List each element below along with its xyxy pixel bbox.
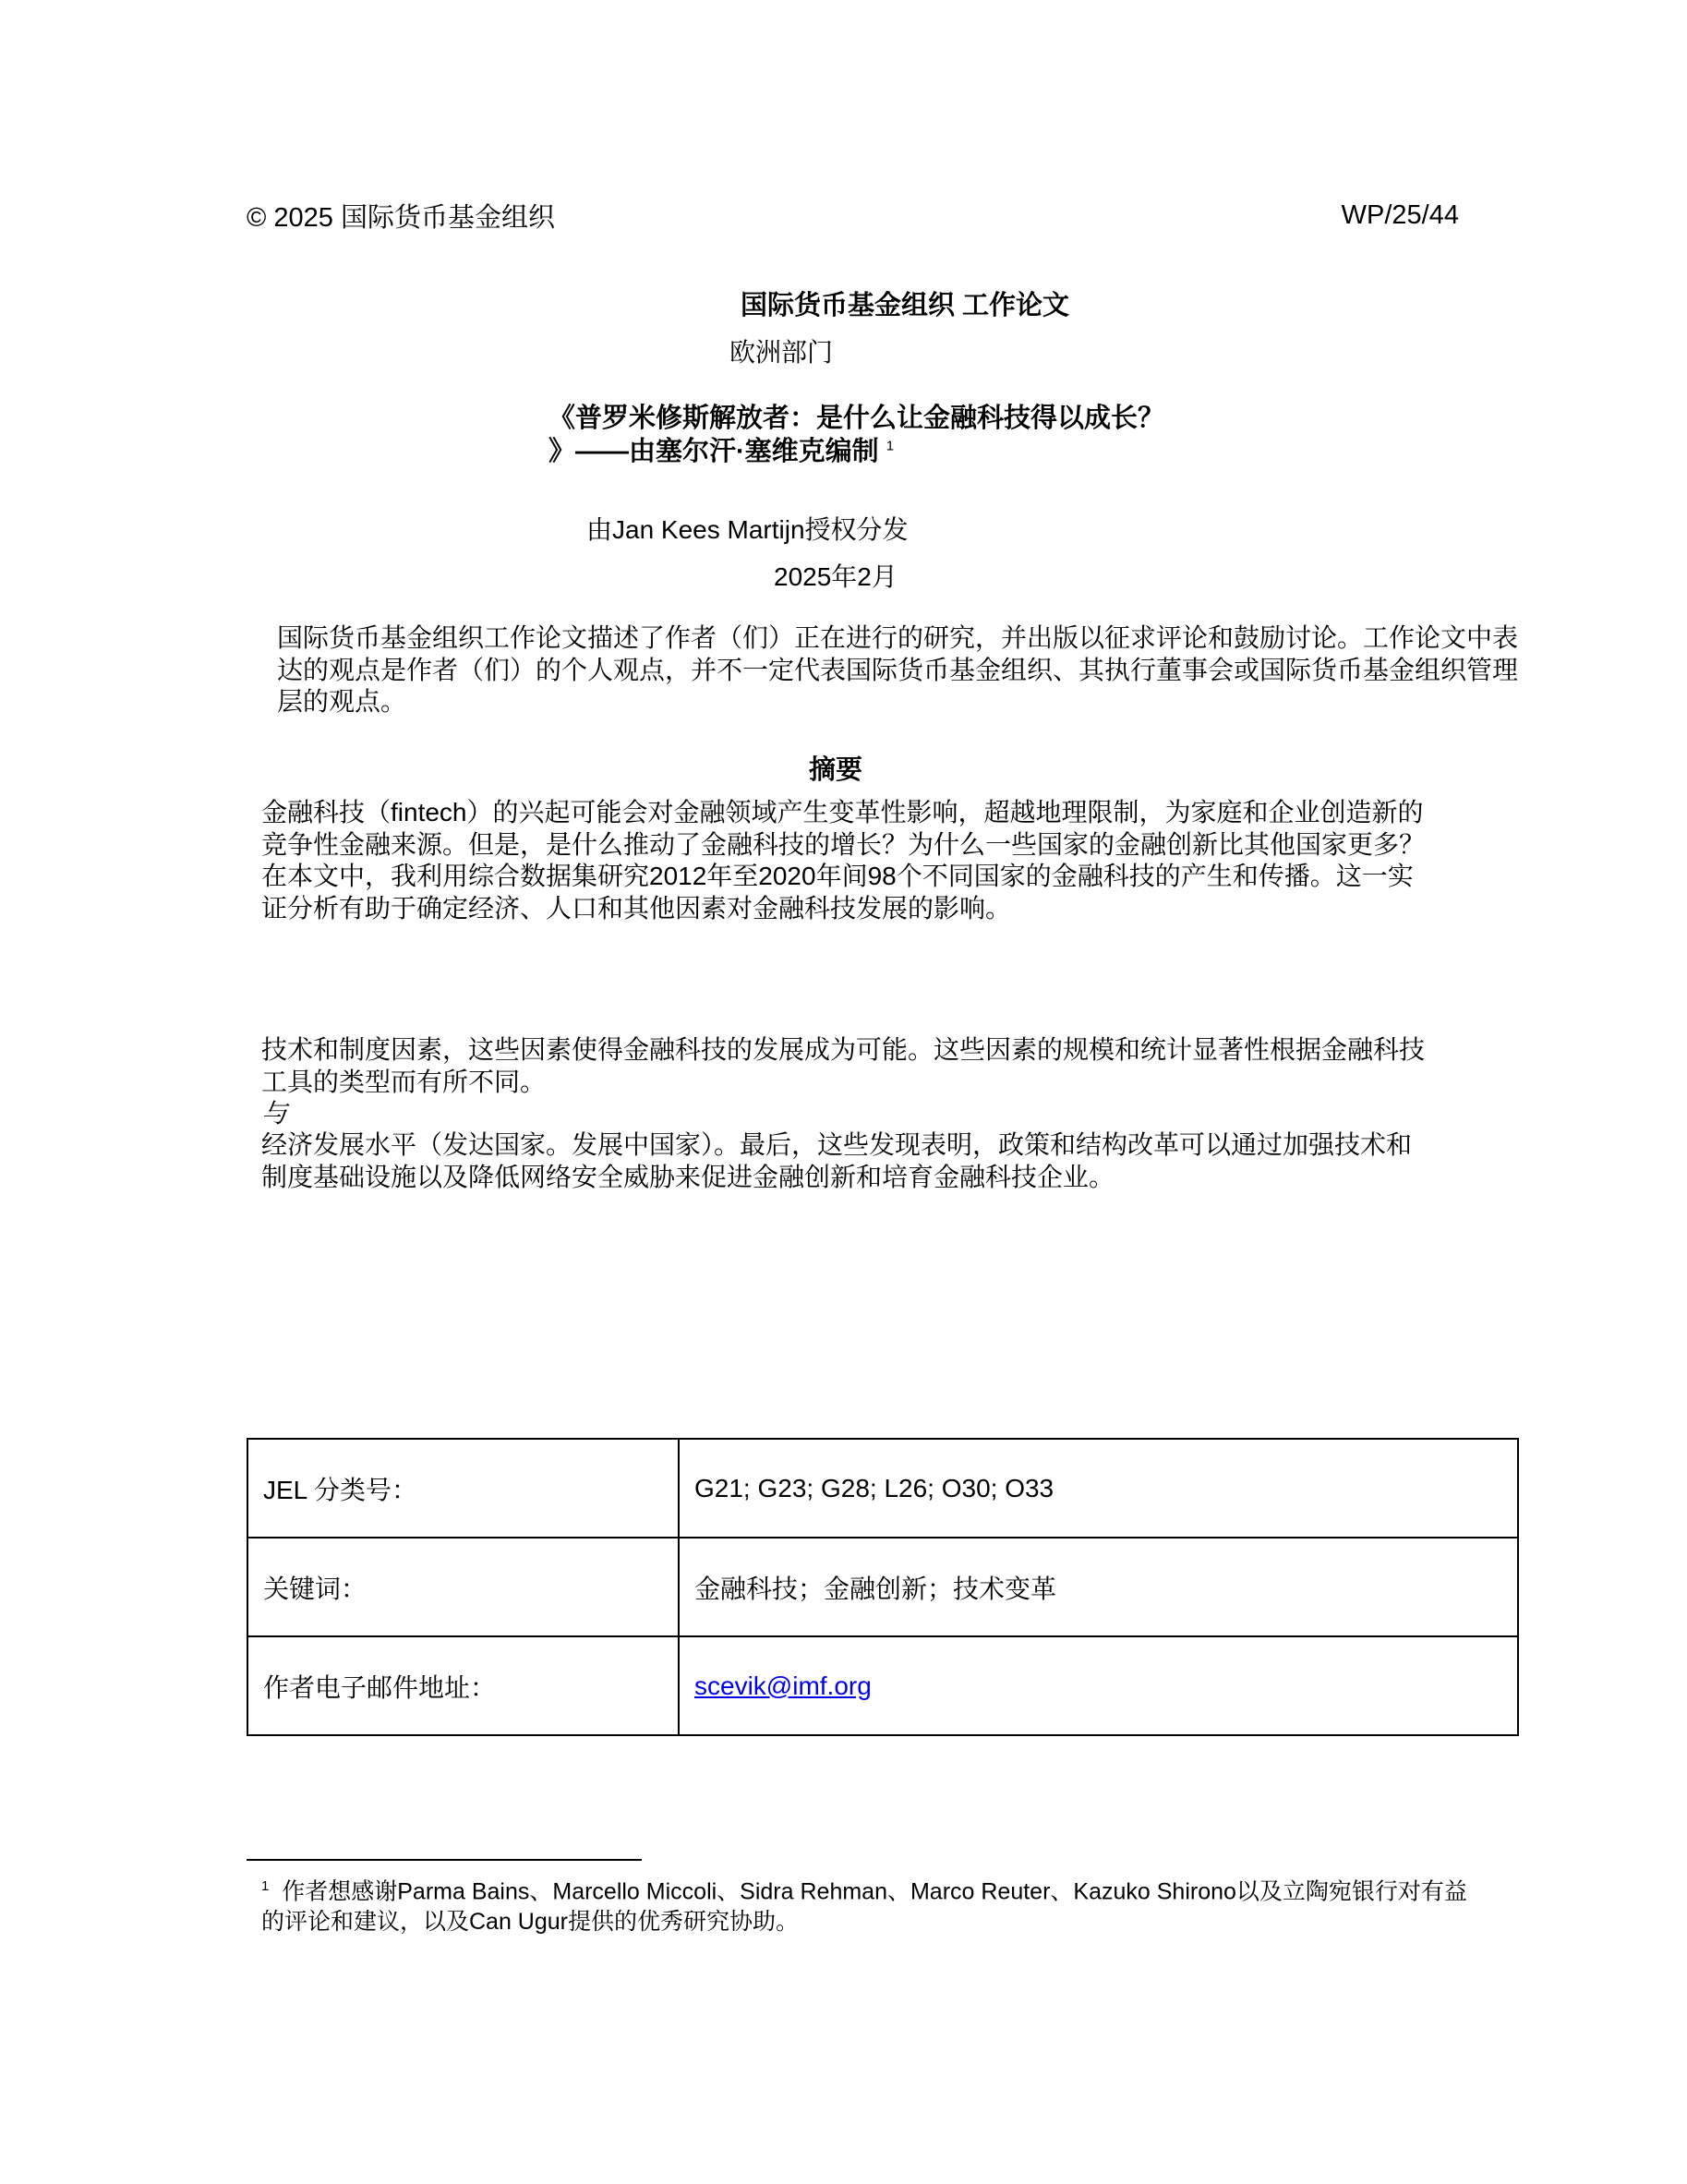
footnote-text: 作者想感谢Parma Bains、Marcello Miccoli、Sidra Rehman、Marco Reuter、Kazuko Shirono以及立陶宛银行对有益的评论和建议，以及Can Ugur提供的优秀研究协助。: [261, 1878, 1467, 1936]
footnote-separator: [247, 1859, 642, 1861]
abstract-paragraph-2: 技术和制度因素，这些因素使得金融科技的发展成为可能。这些因素的规模和统计显著性根据金融科技工具的类型而有所不同。: [261, 1035, 1426, 1096]
paper-title-line2: [548, 430, 894, 468]
paper-title-line2-text: 》——由塞尔汗·塞维克编制: [548, 437, 879, 466]
footnote-ref[interactable]: 1: [886, 438, 895, 454]
keywords-value: 金融科技；金融创新；技术变革: [679, 1538, 1518, 1636]
footnote: [261, 1871, 1480, 1937]
table-row: [247, 1538, 1518, 1636]
paper-number: WP/25/44: [1341, 200, 1459, 230]
jel-value: G21; G23; G28; L26; O30; O33: [679, 1439, 1518, 1538]
footnote-mark: 1: [261, 1878, 270, 1894]
table-row: [247, 1636, 1518, 1735]
email-label: 作者电子邮件地址：: [247, 1636, 679, 1735]
authorized-by: 由Jan Kees Martijn授权分发: [586, 515, 909, 544]
jel-label: JEL 分类号：: [247, 1439, 679, 1538]
table-row: [247, 1439, 1518, 1538]
department: 欧洲部门: [729, 338, 834, 367]
copyright: © 2025 国际货币基金组织: [247, 203, 555, 233]
abstract-paragraph-4: 经济发展水平（发达国家。发展中国家）。最后，这些发现表明，政策和结构改革可以通过加强技术和制度基础设施以及降低网络安全威胁来促进金融创新和培育金融科技企业。: [261, 1130, 1413, 1191]
series-title: 国际货币基金组织 工作论文: [741, 291, 1070, 320]
paper-title-line1: 《普罗米修斯解放者：是什么让金融科技得以成长？: [548, 404, 1165, 433]
email-link[interactable]: scevik@imf.org: [694, 1671, 872, 1700]
info-table: [247, 1438, 1519, 1736]
abstract-paragraph-3: 与: [261, 1099, 288, 1128]
abstract-paragraph-1: 金融科技（fintech）的兴起可能会对金融领域产生变革性影响，超越地理限制，为家庭和企业创造新的竞争性金融来源。但是，是什么推动了金融科技的增长？为什么一些国家的金融创新比其他国家更多？在本文中，我利用综合数据集研究2012年至2020年间98个不同国家的金融科技的产生和传播。这一实证分析有助于确定经济、人口和其他因素对金融科技发展的影响。: [261, 798, 1426, 923]
keywords-label: 关键词：: [247, 1538, 679, 1636]
abstract-heading: 摘要: [809, 755, 863, 785]
date: 2025年2月: [774, 562, 898, 591]
disclaimer: 国际货币基金组织工作论文描述了作者（们）正在进行的研究，并出版以征求评论和鼓励讨论。工作论文中表达的观点是作者（们）的个人观点，并不一定代表国际货币基金组织、其执行董事会或国际货币基金组织管理层的观点。: [277, 623, 1519, 716]
